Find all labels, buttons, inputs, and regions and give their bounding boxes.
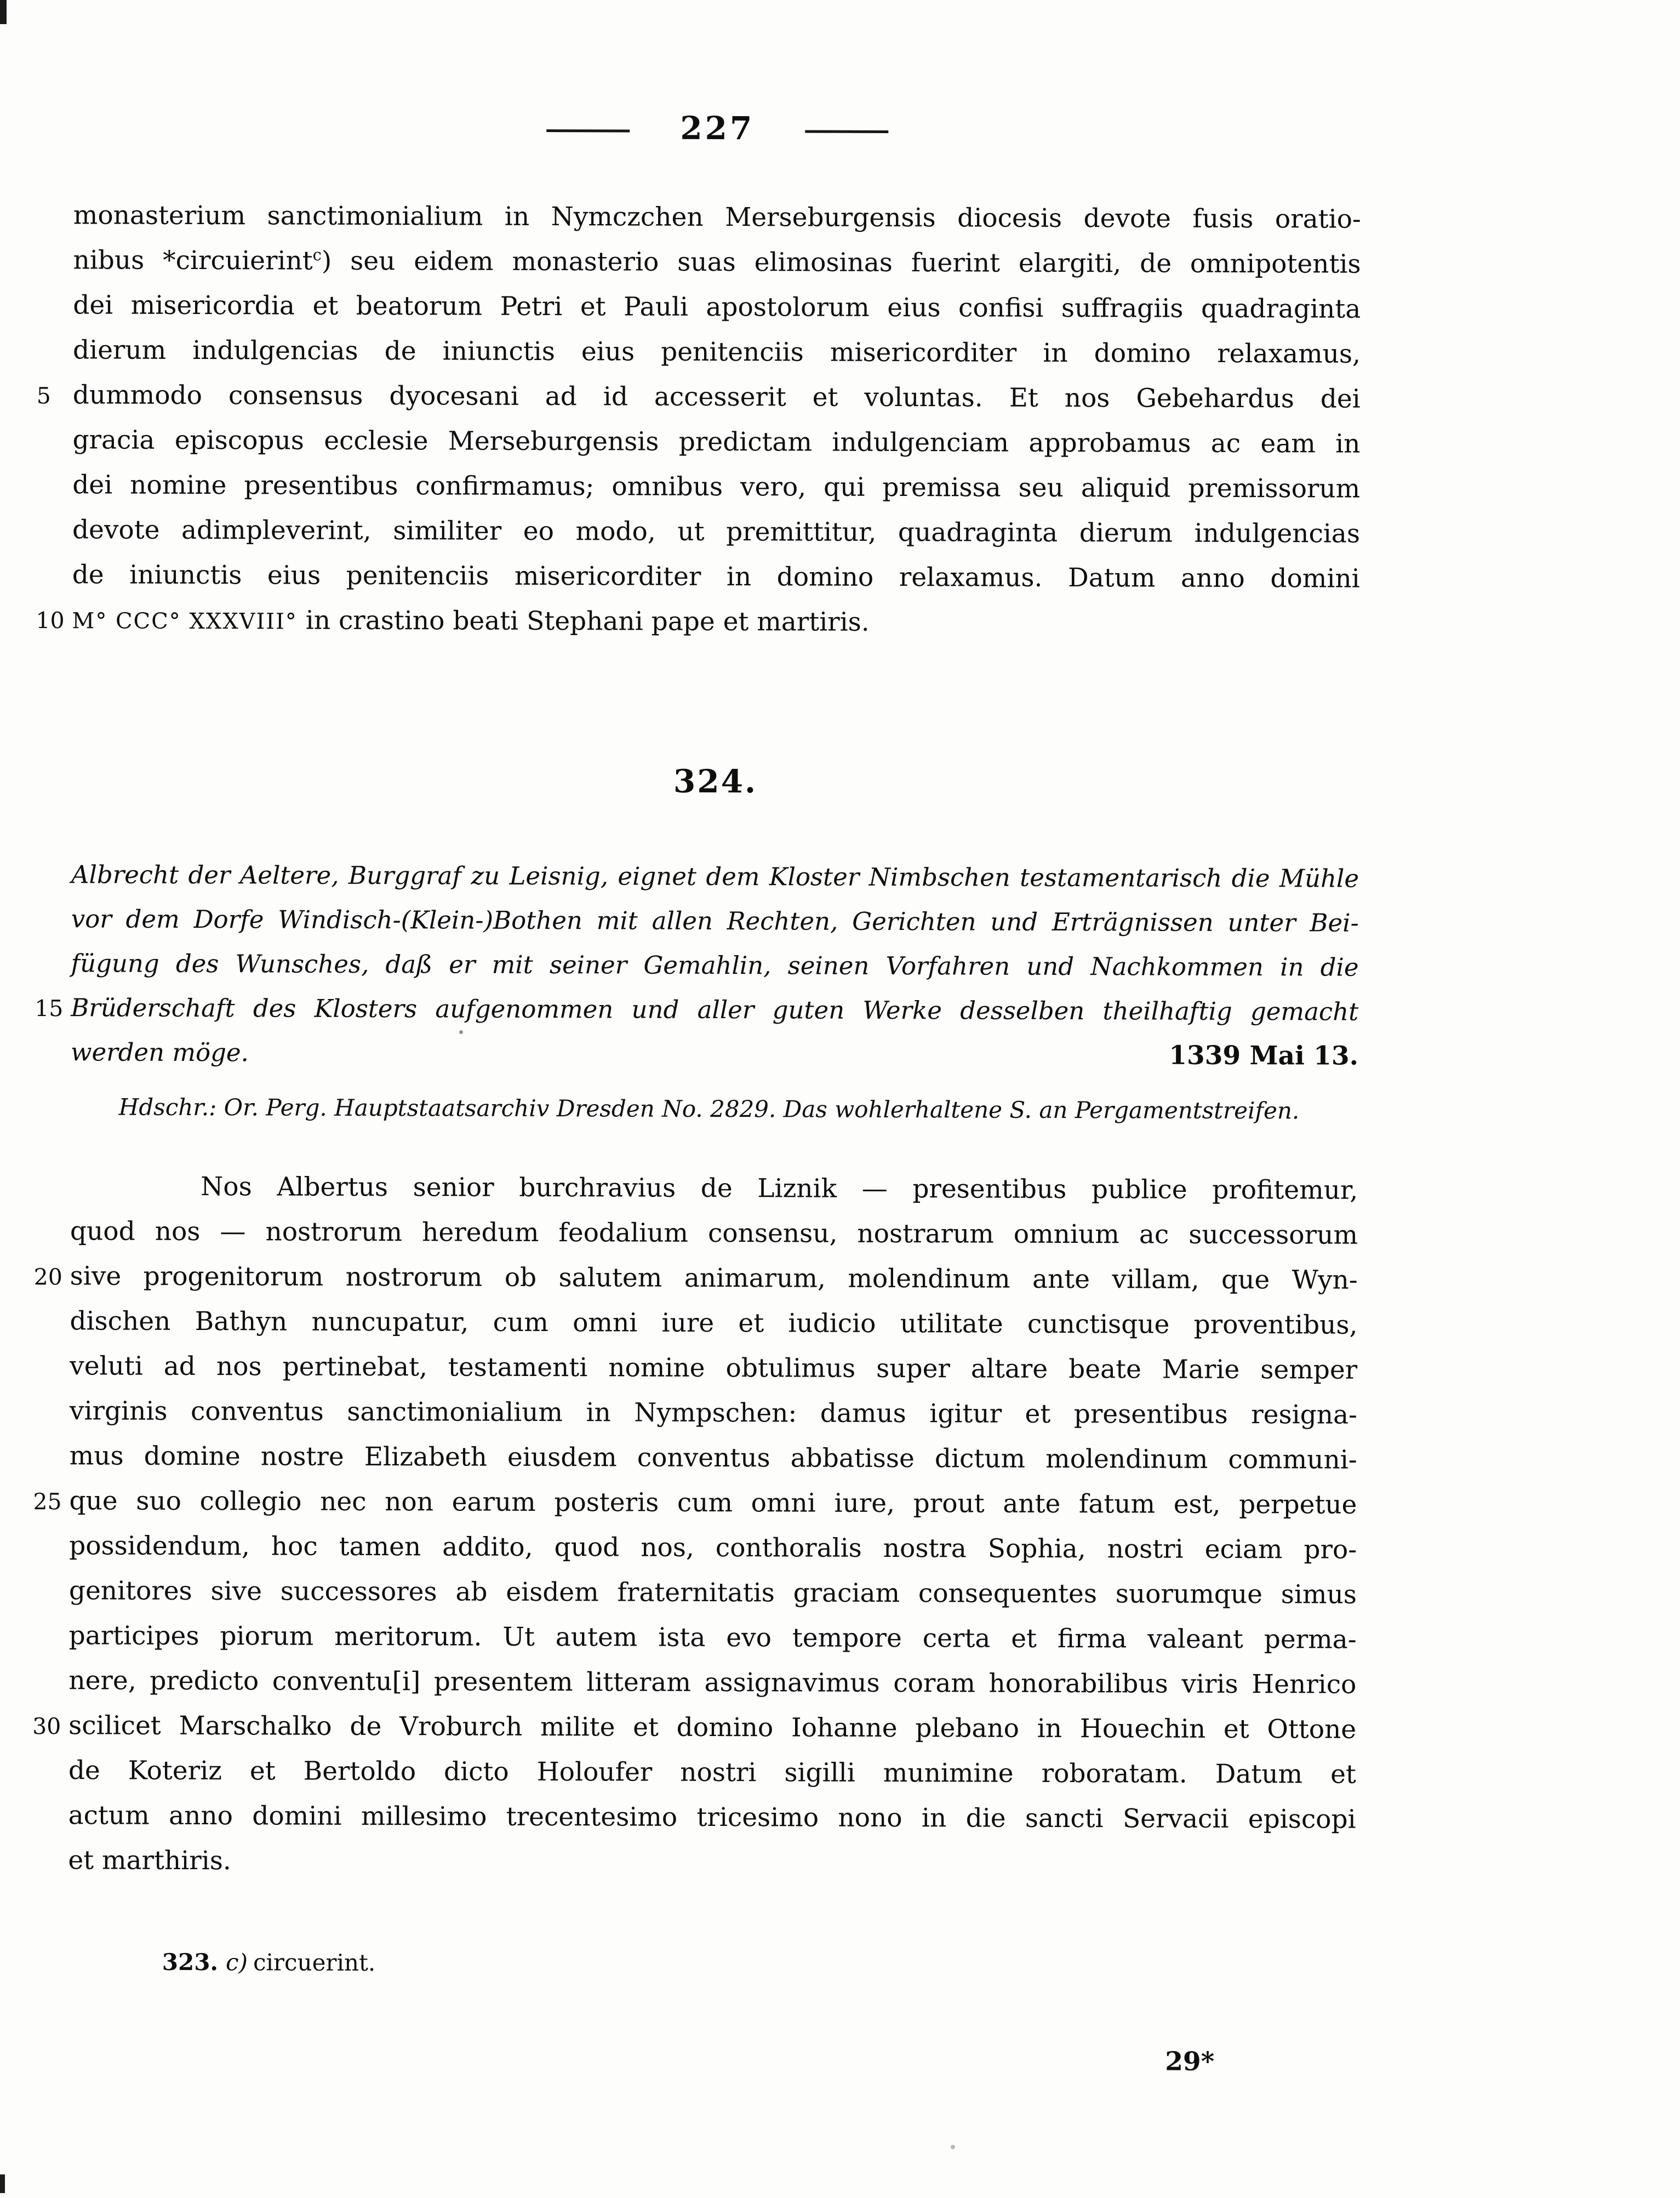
line-text: et marthiris. xyxy=(68,1845,231,1876)
line-text: dei misericordia et beatorum Petri et Pauli apostolorum eius confisi suffragiis quadraginta xyxy=(73,290,1361,324)
text-line xyxy=(72,418,1360,466)
text-line xyxy=(32,1703,1357,1752)
line-number: 30 xyxy=(32,1713,61,1740)
footnote-text: circuerint. xyxy=(253,1949,376,1977)
line-text: dischen Bathyn nuncupatur, cum omni iure et iudicio utilitate cunctisque proventibus, xyxy=(70,1306,1358,1340)
text-line xyxy=(68,1748,1356,1797)
header-rule-right xyxy=(805,130,888,133)
line-text: monasterium sanctimonialium in Nymczchen Merseburgensis diocesis devote fusis oratio- xyxy=(73,200,1361,235)
footnote-marker: c xyxy=(312,246,322,265)
text-line xyxy=(70,1164,1358,1213)
line-text-part: in crastino beati Stephani pape et martiris. xyxy=(305,605,870,637)
line-text: virginis conventus sanctimonialium in Nympschen: damus igitur et presentibus resigna- xyxy=(69,1396,1358,1430)
line-text: de Koteriz et Bertoldo dicto Holoufer nostri sigilli munimine roboratam. Datum et xyxy=(68,1755,1356,1790)
page-content xyxy=(32,0,1362,2198)
text-line xyxy=(73,238,1361,287)
regest-line xyxy=(71,1030,1358,1078)
document-323-continuation xyxy=(36,193,1361,646)
text-line xyxy=(33,1478,1357,1527)
text-line xyxy=(68,1793,1356,1842)
line-text: sive progenitorum nostrorum ob salutem animarum, molendinum ante villam, que Wyn- xyxy=(70,1261,1358,1295)
line-text: quod nos — nostrorum heredum feodalium consensu, nostrarum omnium ac successorum xyxy=(70,1216,1358,1251)
line-number: 25 xyxy=(33,1488,62,1515)
document-regest xyxy=(35,852,1359,1078)
line-text: mus domine nostre Elizabeth eiusdem conventus abbatisse dictum molendinum communi- xyxy=(69,1441,1357,1475)
line-text: nere, predicto conventu[i] presentem litteram assignavimus coram honorabilibus viris Henrico xyxy=(68,1665,1357,1700)
line-text: scilicet Marschalko de Vroburch milite et domino Iohanne plebano in Houechin et Ottone xyxy=(68,1710,1357,1745)
charter-date: 1339 Mai 13. xyxy=(1169,1040,1359,1071)
document-text xyxy=(32,1164,1358,1887)
line-text: fügung des Wunsches, daß er mit seiner Gemahlin, seinen Vorfahren und Nachkommen in die xyxy=(71,949,1359,982)
header-rule-left xyxy=(546,129,630,132)
text-line xyxy=(72,463,1360,511)
regest-line xyxy=(71,941,1358,989)
line-text: vor dem Dorfe Windisch-(Klein-)Bothen mit allen Rechten, Gerichten und Erträgnissen unter Bei- xyxy=(71,904,1359,938)
scan-artifact xyxy=(0,0,7,24)
regest-line xyxy=(71,897,1359,945)
line-text: actum anno domini millesimo trecentesimo tricesimo nono in die sancti Servacii episcopi xyxy=(68,1800,1356,1835)
scan-artifact xyxy=(0,2174,5,2193)
line-text xyxy=(72,597,1359,647)
line-text-part: nibus *circuierint xyxy=(73,245,313,276)
document-number-heading: 324. xyxy=(673,762,758,801)
text-line xyxy=(73,283,1361,332)
text-line xyxy=(68,1658,1356,1707)
source-note: Hdschr.: Or. Perg. Hauptstaatsarchiv Dresden No. 2829. Das wohlerhaltene S. an Pergamentstreifen. xyxy=(118,1093,1300,1124)
text-line xyxy=(33,1254,1358,1303)
line-text-part: ) seu eidem monasterio suas elimosinas fuerint elargiti, de omnipotentis xyxy=(321,246,1361,279)
footnote-doc-ref: 323. xyxy=(162,1948,219,1976)
line-text: participes piorum meritorum. Ut autem ista evo tempore certa et firma valeant perma- xyxy=(68,1620,1357,1655)
text-line xyxy=(69,1523,1357,1572)
text-line xyxy=(70,1299,1357,1348)
line-number: 5 xyxy=(36,382,51,409)
page-number: 227 xyxy=(680,109,755,147)
text-line xyxy=(69,1613,1357,1662)
line-text: genitores sive successores ab eisdem fraternitatis graciam consequentes suorumque simus xyxy=(68,1575,1357,1610)
regest-line xyxy=(35,985,1359,1034)
line-text: devote adimpleverint, similiter eo modo, ut premittitur, quadraginta dierum indulgencias xyxy=(72,515,1361,549)
line-text: veluti ad nos pertinebat, testamenti nomine obtulimus super altare beate Marie semper xyxy=(70,1351,1358,1385)
line-text: Nos Albertus senior burchravius de Liznik — presentibus publice profitemur, xyxy=(201,1172,1358,1206)
text-line xyxy=(69,1568,1357,1617)
line-text: dummodo consensus dyocesani ad id accesserit et voluntas. Et nos Gebehardus dei xyxy=(72,380,1361,414)
text-line xyxy=(70,1209,1358,1258)
line-text: de iniunctis eius penitenciis misericorditer in domino relaxamus. Datum anno domini xyxy=(72,560,1360,594)
footnote-marker: c) xyxy=(226,1949,248,1976)
line-text: gracia episcopus ecclesie Merseburgensis predictam indulgenciam approbamus ac eam in xyxy=(72,425,1361,459)
line-text: possidendum, hoc tamen addito, quod nos, conthoralis nostra Sophia, nostri eciam pro- xyxy=(69,1531,1357,1565)
text-line xyxy=(68,1838,1356,1887)
text-line xyxy=(70,1389,1357,1437)
text-line xyxy=(70,1434,1357,1482)
line-text: dierum indulgencias de iniunctis eius penitenciis misericorditer in domino relaxamus, xyxy=(72,335,1361,369)
text-line xyxy=(70,1344,1357,1392)
page-header xyxy=(73,107,1361,149)
line-text: dei nomine presentibus confirmamus; omnibus vero, qui premissa seu aliquid premissorum xyxy=(72,470,1361,504)
regest-line xyxy=(71,852,1359,900)
text-line xyxy=(73,193,1361,242)
line-number: 15 xyxy=(35,995,64,1022)
line-number: 20 xyxy=(33,1264,62,1291)
line-text xyxy=(73,238,1361,287)
text-line xyxy=(36,597,1359,646)
line-text: Brüderschaft des Klosters aufgenommen und aller guten Werke desselben theilhaftig gemacht xyxy=(71,993,1359,1026)
line-number: 10 xyxy=(36,607,65,634)
printers-signature: 29* xyxy=(1165,2046,1215,2077)
text-line xyxy=(72,507,1360,556)
line-text: que suo collegio nec non earum posteris cum omni iure, prout ante fatum est, perpetue xyxy=(69,1486,1357,1520)
text-line xyxy=(73,328,1361,376)
line-text: Albrecht der Aeltere, Burggraf zu Leisnig, eignet dem Kloster Nimbschen testamentarisch die Mühle xyxy=(71,860,1359,893)
footnote xyxy=(162,1947,376,1978)
text-line xyxy=(36,373,1361,421)
roman-date: M° CCC° XXXVIII° xyxy=(72,608,298,635)
line-text: werden möge. xyxy=(70,1037,249,1067)
text-line xyxy=(72,552,1360,601)
